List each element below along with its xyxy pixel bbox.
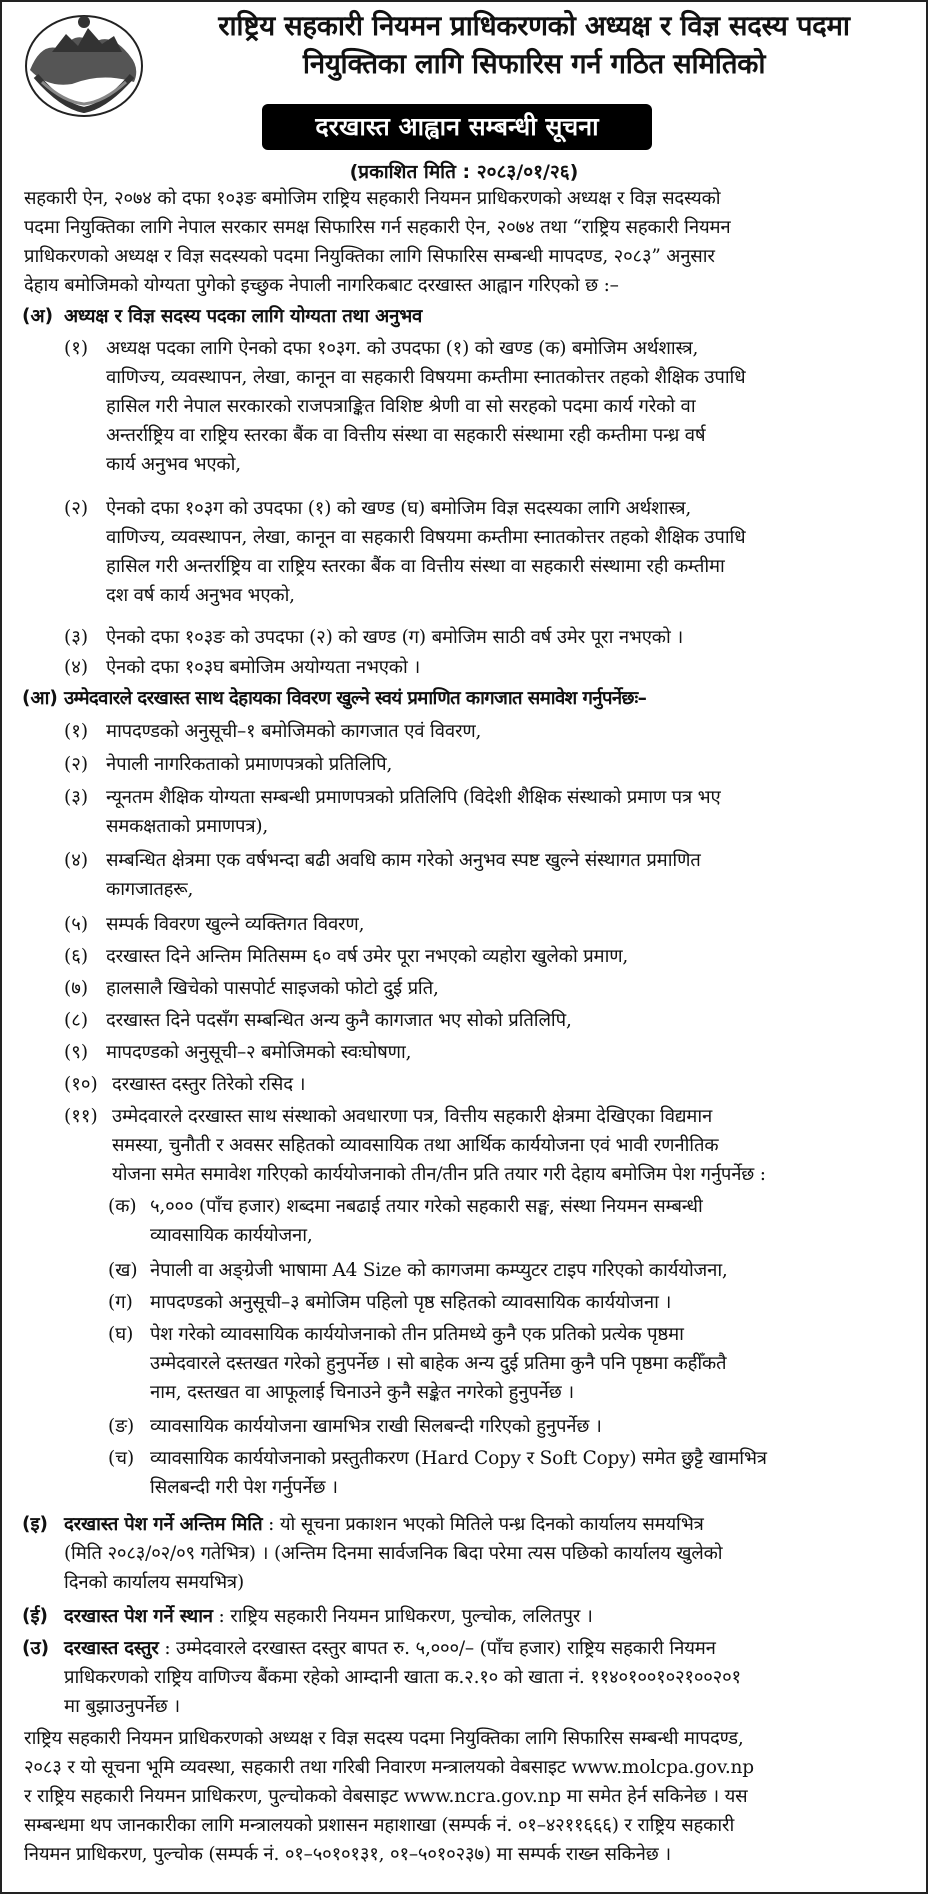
item-number: (३) [64, 627, 89, 648]
item-line: न्यूनतम शैक्षिक योग्यता सम्बन्धी प्रमाणपत्रको प्रतिलिपि (विदेशी शैक्षिक संस्थाको प्रमाण पत्र भए [106, 787, 721, 808]
item-line: मापदण्डको अनुसूची–२ बमोजिमको स्वःघोषणा, [106, 1042, 412, 1063]
closing-line: राष्ट्रिय सहकारी नियमन प्राधिकरणको अध्यक्ष र विज्ञ सदस्य पदमा नियुक्तिका लागि सिफारिस सम्बन्धी मापदण्ड, [24, 1728, 744, 1749]
section-i-line: दिनको कार्यालय समयभित्र) [64, 1572, 244, 1593]
item-line: मापदण्डको अनुसूची–१ बमोजिमको कागजात एवं विवरण, [106, 721, 482, 742]
subitem-number: (क) [108, 1196, 137, 1217]
notice-banner: दरखास्त आह्वान सम्बन्धी सूचना [262, 104, 652, 150]
item-line: ऐनको दफा १०३ङ को उपदफा (२) को खण्ड (ग) बमोजिम साठी वर्ष उमेर पूरा नभएको । [106, 627, 684, 648]
item-number: (२) [64, 498, 89, 519]
section-aa-marker: (आ) [22, 688, 58, 709]
item-line: दरखास्त दिने पदसँग सम्बन्धित अन्य कुनै कागजात भए सोको प्रतिलिपि, [106, 1010, 572, 1031]
item-line: हालसालै खिचेको पासपोर्ट साइजको फोटो दुई प्रति, [106, 978, 439, 999]
subitem-line: सिलबन्दी गरी पेश गर्नुपर्नेछ । [150, 1477, 338, 1498]
published-date: (प्रकाशित मिति : २०८३/०१/२६) [349, 161, 579, 183]
item-line: उम्मेदवारले दरखास्त साथ संस्थाको अवधारणा पत्र, वित्तीय सहकारी क्षेत्रमा देखिएका विद्यमान [112, 1106, 713, 1127]
intro-line: देहाय बमोजिमको योग्यता पुगेको इच्छुक नेपाली नागरिकबाट दरखास्त आह्वान गरिएको छ :– [24, 275, 619, 296]
intro-line: प्राधिकरणको अध्यक्ष र विज्ञ सदस्यको पदमा नियुक्तिका लागि सिफारिस सम्बन्धी मापदण्ड, २०८३” अनुसार [24, 246, 715, 267]
section-ii-text: : राष्ट्रिय सहकारी नियमन प्राधिकरण, पुल्चोक, ललितपुर । [212, 1606, 593, 1627]
item-line: वाणिज्य, व्यवस्थापन, लेखा, कानून वा सहकारी विषयमा कम्तीमा स्नातकोत्तर तहको शैक्षिक उपाधि [106, 527, 746, 548]
item-line: वाणिज्य, व्यवस्थापन, लेखा, कानून वा सहकारी विषयमा कम्तीमा स्नातकोत्तर तहको शैक्षिक उपाधि [106, 367, 746, 388]
item-line: समस्या, चुनौती र अवसर सहितको व्यावसायिक तथा आर्थिक कार्ययोजना एवं भावी रणनीतिक [112, 1135, 719, 1156]
closing-line: २०८३ र यो सूचना भूमि व्यवस्था, सहकारी तथा गरिबी निवारण मन्त्रालयको वेबसाइट www.molcpa.gov.np [24, 1757, 754, 1778]
section-u-line [64, 1634, 716, 1663]
item-line: ऐनको दफा १०३ग को उपदफा (१) को खण्ड (घ) बमोजिम विज्ञ सदस्यका लागि अर्थशास्त्र, [106, 498, 692, 519]
intro-line: पदमा नियुक्तिका लागि नेपाल सरकार समक्ष सिफारिस गर्न सहकारी ऐन, २०७४ तथा “राष्ट्रिय सहकारी नियमन [24, 217, 731, 238]
subitem-number: (घ) [108, 1324, 134, 1345]
section-a-marker: (अ) [22, 306, 54, 327]
subitem-number: (ग) [108, 1292, 133, 1313]
section-i-line [64, 1510, 704, 1539]
subitem-line: मापदण्डको अनुसूची–३ बमोजिम पहिलो पृष्ठ सहितको व्यावसायिक कार्ययोजना । [150, 1292, 672, 1313]
section-i-marker: (इ) [22, 1514, 48, 1535]
closing-line: नियमन प्राधिकरण, पुल्चोक (सम्पर्क नं. ०१–५०१०१३१, ०१–५०१०२३७) मा सम्पर्क राख्न सकिनेछ । [24, 1844, 671, 1865]
item-line: कागजातहरू, [106, 879, 194, 900]
item-number: (१) [64, 338, 89, 359]
item-number: (४) [64, 850, 89, 871]
item-line: सम्पर्क विवरण खुल्ने व्यक्तिगत विवरण, [106, 914, 365, 935]
header-title-line-2: नियुक्तिका लागि सिफारिस गर्न गठित समितिको [302, 48, 766, 80]
section-i-text: : यो सूचना प्रकाशन भएको मितिले पन्ध्र दिनको कार्यालय समयभित्र [262, 1514, 704, 1535]
section-ii-line [64, 1602, 593, 1631]
section-i-line: (मिति २०८३/०२/०९ गतेभित्र) । (अन्तिम दिनमा सार्वजनिक बिदा परेमा त्यस पछिको कार्यालय खुलेको [64, 1543, 723, 1564]
item-line: हासिल गरी अन्तर्राष्ट्रिय वा राष्ट्रिय स्तरका बैंक वा वित्तीय संस्था वा सहकारी संस्थामा रही कम्तीमा [106, 556, 725, 577]
section-u-line: प्राधिकरणको राष्ट्रिय वाणिज्य बैंकमा रहेको आम्दानी खाता क.२.१० को खाता नं. ११४०१००१०२१००२०१ [64, 1667, 741, 1688]
closing-line: सम्बन्धमा थप जानकारीका लागि मन्त्रालयको प्रशासन महाशाखा (सम्पर्क नं. ०१–४२११६६६) र राष्ट्रिय सहकारी [24, 1815, 735, 1836]
subitem-line: व्यावसायिक कार्ययोजना खामभित्र राखी सिलबन्दी गरिएको हुनुपर्नेछ । [150, 1416, 602, 1437]
section-aa-heading: उम्मेदवारले दरखास्त साथ देहायका विवरण खुल्ने स्वयं प्रमाणित कागजात समावेश गर्नुपर्नेछः– [64, 688, 647, 709]
item-line: नेपाली नागरिकताको प्रमाणपत्रको प्रतिलिपि, [106, 754, 393, 775]
section-u-text: : उम्मेदवारले दरखास्त दस्तुर बापत रु. ५,०००/– (पाँच हजार) राष्ट्रिय सहकारी नियमन [158, 1638, 716, 1659]
subitem-line: पेश गरेको व्यावसायिक कार्ययोजनाको तीन प्रतिमध्ये कुनै एक प्रतिको प्रत्येक पृष्ठमा [150, 1324, 684, 1345]
header-title-line-1: राष्ट्रिय सहकारी नियमन प्राधिकरणको अध्यक्ष र विज्ञ सदस्य पदमा [218, 10, 850, 42]
item-line: अन्तर्राष्ट्रिय वा राष्ट्रिय स्तरका बैंक वा वित्तीय संस्था वा सहकारी संस्थामा रही कम्तीमा पन्ध्र वर्ष [106, 425, 706, 446]
closing-line: र राष्ट्रिय सहकारी नियमन प्राधिकरण, पुल्चोकको वेबसाइट www.ncra.gov.np मा समेत हेर्न सकिनेछ । यस [24, 1786, 748, 1807]
intro-line: सहकारी ऐन, २०७४ को दफा १०३ङ बमोजिम राष्ट्रिय सहकारी नियमन प्राधिकरणको अध्यक्ष र विज्ञ सदस्यको [24, 188, 721, 209]
section-i-label: दरखास्त पेश गर्ने अन्तिम मिति [64, 1514, 263, 1535]
item-number: (६) [64, 946, 89, 967]
item-number: (९) [64, 1042, 89, 1063]
item-number: (५) [64, 914, 89, 935]
subitem-number: (च) [108, 1448, 135, 1469]
item-number: (१) [64, 721, 89, 742]
subitem-line: नाम, दस्तखत वा आफूलाई चिनाउने कुनै सङ्केत नगरेको हुनुपर्नेछ । [150, 1382, 574, 1403]
subitem-number: (ख) [108, 1260, 138, 1281]
item-number: (१०) [64, 1074, 98, 1095]
item-line: कार्य अनुभव भएको, [106, 454, 241, 475]
item-number: (८) [64, 1010, 89, 1031]
item-number: (७) [64, 978, 89, 999]
section-u-marker: (उ) [22, 1638, 50, 1659]
section-ii-marker: (ई) [22, 1606, 48, 1627]
subitem-number: (ङ) [108, 1416, 135, 1437]
subitem-line: व्यावसायिक कार्ययोजनाको प्रस्तुतीकरण (Hard Copy र Soft Copy) समेत छुट्टै खामभित्र [150, 1448, 767, 1469]
section-u-line: मा बुझाउनुपर्नेछ । [64, 1696, 180, 1717]
item-number: (४) [64, 657, 89, 678]
item-line: दरखास्त दिने अन्तिम मितिसम्म ६० वर्ष उमेर पूरा नभएको व्यहोरा खुलेको प्रमाण, [106, 946, 629, 967]
subitem-line: ५,००० (पाँच हजार) शब्दमा नबढाई तयार गरेको सहकारी सङ्घ, संस्था नियमन सम्बन्धी [150, 1196, 703, 1217]
government-emblem-icon [22, 10, 146, 118]
item-line: दरखास्त दस्तुर तिरेको रसिद । [112, 1074, 306, 1095]
item-line: समकक्षताको प्रमाणपत्र), [106, 816, 269, 837]
item-line: हासिल गरी नेपाल सरकारको राजपत्राङ्कित विशिष्ट श्रेणी वा सो सरहको पदमा कार्य गरेको वा [106, 396, 696, 417]
subitem-line: नेपाली वा अङ्ग्रेजी भाषामा A4 Size को कागजमा कम्प्युटर टाइप गरिएको कार्ययोजना, [150, 1260, 728, 1281]
item-number: (२) [64, 754, 89, 775]
section-a-heading: अध्यक्ष र विज्ञ सदस्य पदका लागि योग्यता तथा अनुभव [64, 306, 423, 327]
item-line: ऐनको दफा १०३घ बमोजिम अयोग्यता नभएको । [106, 657, 421, 678]
item-line: अध्यक्ष पदका लागि ऐनको दफा १०३ग. को उपदफा (१) को खण्ड (क) बमोजिम अर्थशास्त्र, [106, 338, 699, 359]
item-number: (११) [64, 1106, 98, 1127]
item-number: (३) [64, 787, 89, 808]
item-line: योजना समेत समावेश गरिएको कार्ययोजनाको तीन/तीन प्रति तयार गरी देहाय बमोजिम पेश गर्नुपर्नेछ : [112, 1164, 766, 1185]
subitem-line: उम्मेदवारले दस्तखत गरेको हुनुपर्नेछ । सो बाहेक अन्य दुई प्रतिमा कुनै पनि पृष्ठमा कहीँकतै [150, 1353, 727, 1374]
section-u-label: दरखास्त दस्तुर [64, 1638, 159, 1659]
subitem-line: व्यावसायिक कार्ययोजना, [150, 1225, 313, 1246]
item-line: दश वर्ष कार्य अनुभव भएको, [106, 585, 295, 606]
section-ii-label: दरखास्त पेश गर्ने स्थान [64, 1606, 213, 1627]
item-line: सम्बन्धित क्षेत्रमा एक वर्षभन्दा बढी अवधि काम गरेको अनुभव स्पष्ट खुल्ने संस्थागत प्रमाणित [106, 850, 701, 871]
